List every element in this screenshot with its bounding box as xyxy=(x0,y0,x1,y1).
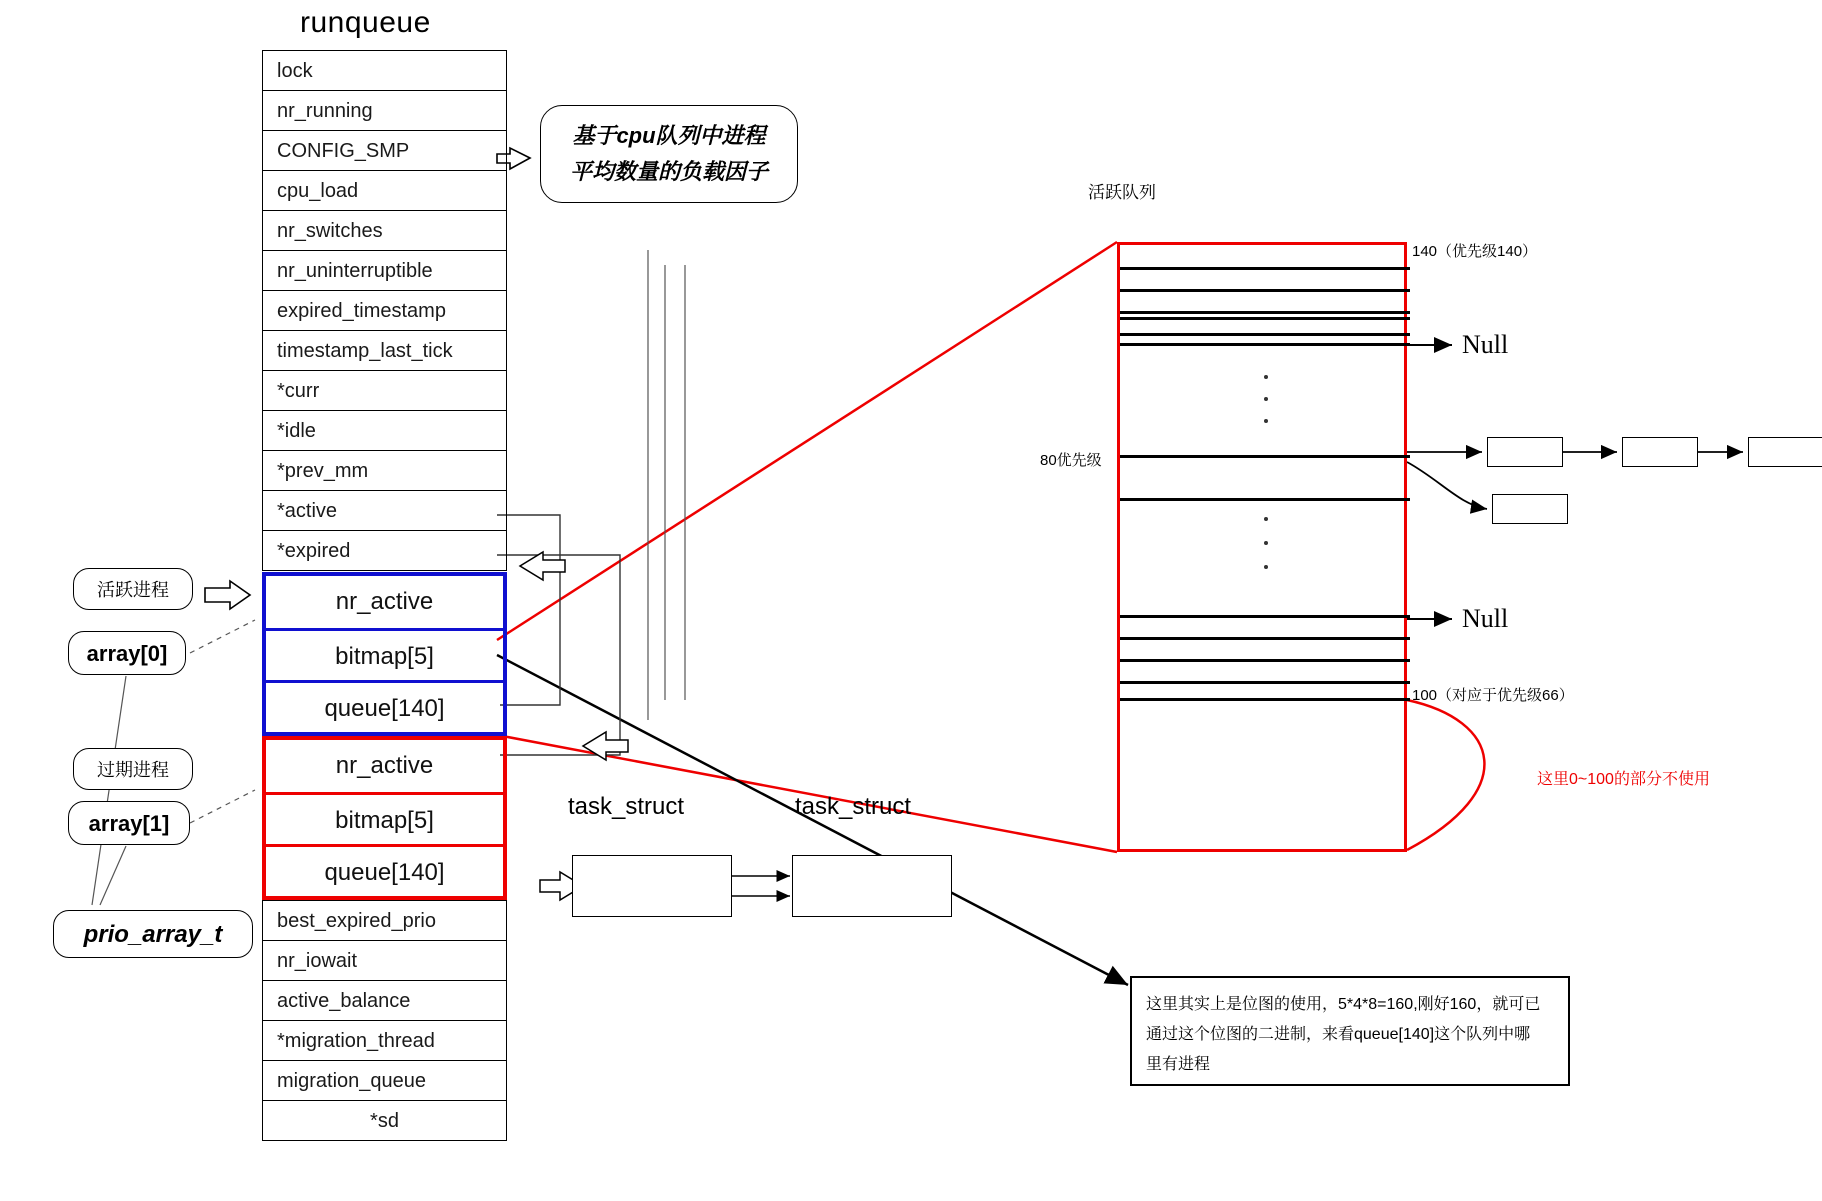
null-terminator-top: Null xyxy=(1462,330,1509,359)
rq-field: nr_uninterruptible xyxy=(263,251,506,291)
priority-tag-140: 140（优先级140） xyxy=(1412,243,1538,260)
active-queue-label: 活跃队列 xyxy=(1088,183,1156,202)
queue-slot-divider xyxy=(1120,498,1410,501)
rq-field: nr_iowait xyxy=(263,941,506,981)
queue-slot-divider xyxy=(1120,659,1410,662)
rq-field: *idle xyxy=(263,411,506,451)
queue-slot-divider xyxy=(1120,455,1410,458)
runqueue-struct-table xyxy=(262,50,507,571)
task-struct-label: task_struct xyxy=(795,793,912,820)
queue-slot-divider xyxy=(1120,615,1410,618)
rq-field: nr_running xyxy=(263,91,506,131)
ellipsis-dot xyxy=(1264,397,1268,401)
unused-range-note: 这里0~100的部分不使用 xyxy=(1537,771,1710,788)
queue-slot-divider xyxy=(1120,317,1410,320)
priority-tag-80: 80优先级 xyxy=(1040,452,1102,469)
queue-node-box xyxy=(1492,494,1568,524)
runqueue-struct-table-tail xyxy=(262,900,507,1141)
prio-array-expired xyxy=(262,736,507,900)
rq-field: lock xyxy=(263,51,506,91)
queue-slot-divider xyxy=(1120,289,1410,292)
prio-expired-queue: queue[140] xyxy=(266,844,503,896)
task-struct-box xyxy=(572,855,732,917)
prio-active-nr-active: nr_active xyxy=(335,588,434,615)
rq-field: cpu_load xyxy=(263,171,506,211)
ellipsis-dot xyxy=(1264,517,1268,521)
callout-load-factor-line2: 平均数量的负载因子 xyxy=(569,159,768,184)
prio-active-bitmap: bitmap[5] xyxy=(266,628,503,680)
rq-field: nr_switches xyxy=(263,211,506,251)
task-struct-box xyxy=(792,855,952,917)
queue-slot-divider xyxy=(1120,311,1410,314)
rq-field: active_balance xyxy=(263,981,506,1021)
task-struct-label: task_struct xyxy=(568,793,685,820)
queue-slot-divider xyxy=(1120,698,1410,701)
rq-field: *prev_mm xyxy=(263,451,506,491)
queue-node-box xyxy=(1622,437,1698,467)
prio-active-queue: queue[140] xyxy=(266,680,503,732)
ellipsis-dot xyxy=(1264,541,1268,545)
callout-array0: array[0] xyxy=(68,631,186,675)
rq-field: timestamp_last_tick xyxy=(263,331,506,371)
bitmap-note-line3: 里有进程 xyxy=(1146,1056,1211,1073)
bitmap-note-line1: 这里其实上是位图的使用，5*4*8=160,刚好160，就可已 xyxy=(1146,996,1541,1013)
rq-field: best_expired_prio xyxy=(263,901,506,941)
rq-field: CONFIG_SMP xyxy=(263,131,506,171)
ellipsis-dot xyxy=(1264,565,1268,569)
queue-node-box xyxy=(1748,437,1822,467)
queue-node-box xyxy=(1487,437,1563,467)
callout-load-factor xyxy=(540,105,798,203)
null-terminator-bottom: Null xyxy=(1462,604,1509,633)
rq-field: *expired xyxy=(263,531,506,571)
ellipsis-dot xyxy=(1264,419,1268,423)
priority-tag-100: 100（对应于优先级66） xyxy=(1412,687,1574,704)
callout-prio-array-type: prio_array_t xyxy=(53,910,253,958)
rq-field: migration_queue xyxy=(263,1061,506,1101)
rq-field: *migration_thread xyxy=(263,1021,506,1061)
callout-expired-process: 过期进程 xyxy=(73,748,193,790)
rq-field: expired_timestamp xyxy=(263,291,506,331)
callout-array1: array[1] xyxy=(68,801,190,845)
queue-slot-divider xyxy=(1120,343,1410,346)
rq-field: *curr xyxy=(263,371,506,411)
queue-slot-divider xyxy=(1120,637,1410,640)
page-title: runqueue xyxy=(300,6,431,39)
queue-slot-divider xyxy=(1120,333,1410,336)
callout-active-process: 活跃进程 xyxy=(73,568,193,610)
prio-array-active xyxy=(262,572,507,736)
callout-load-factor-line1: 基于cpu队列中进程 xyxy=(572,123,766,148)
priority-queue-panel xyxy=(1117,242,1407,852)
rq-field: *active xyxy=(263,491,506,531)
prio-expired-nr-active: nr_active xyxy=(335,752,434,779)
prio-expired-bitmap: bitmap[5] xyxy=(266,792,503,844)
bitmap-explanation-note xyxy=(1130,976,1570,1086)
rq-field-sd: *sd xyxy=(263,1101,506,1141)
bitmap-note-line2: 通过这个位图的二进制，来看queue[140]这个队列中哪 xyxy=(1146,1026,1531,1043)
ellipsis-dot xyxy=(1264,375,1268,379)
queue-slot-divider xyxy=(1120,267,1410,270)
queue-slot-divider xyxy=(1120,681,1410,684)
